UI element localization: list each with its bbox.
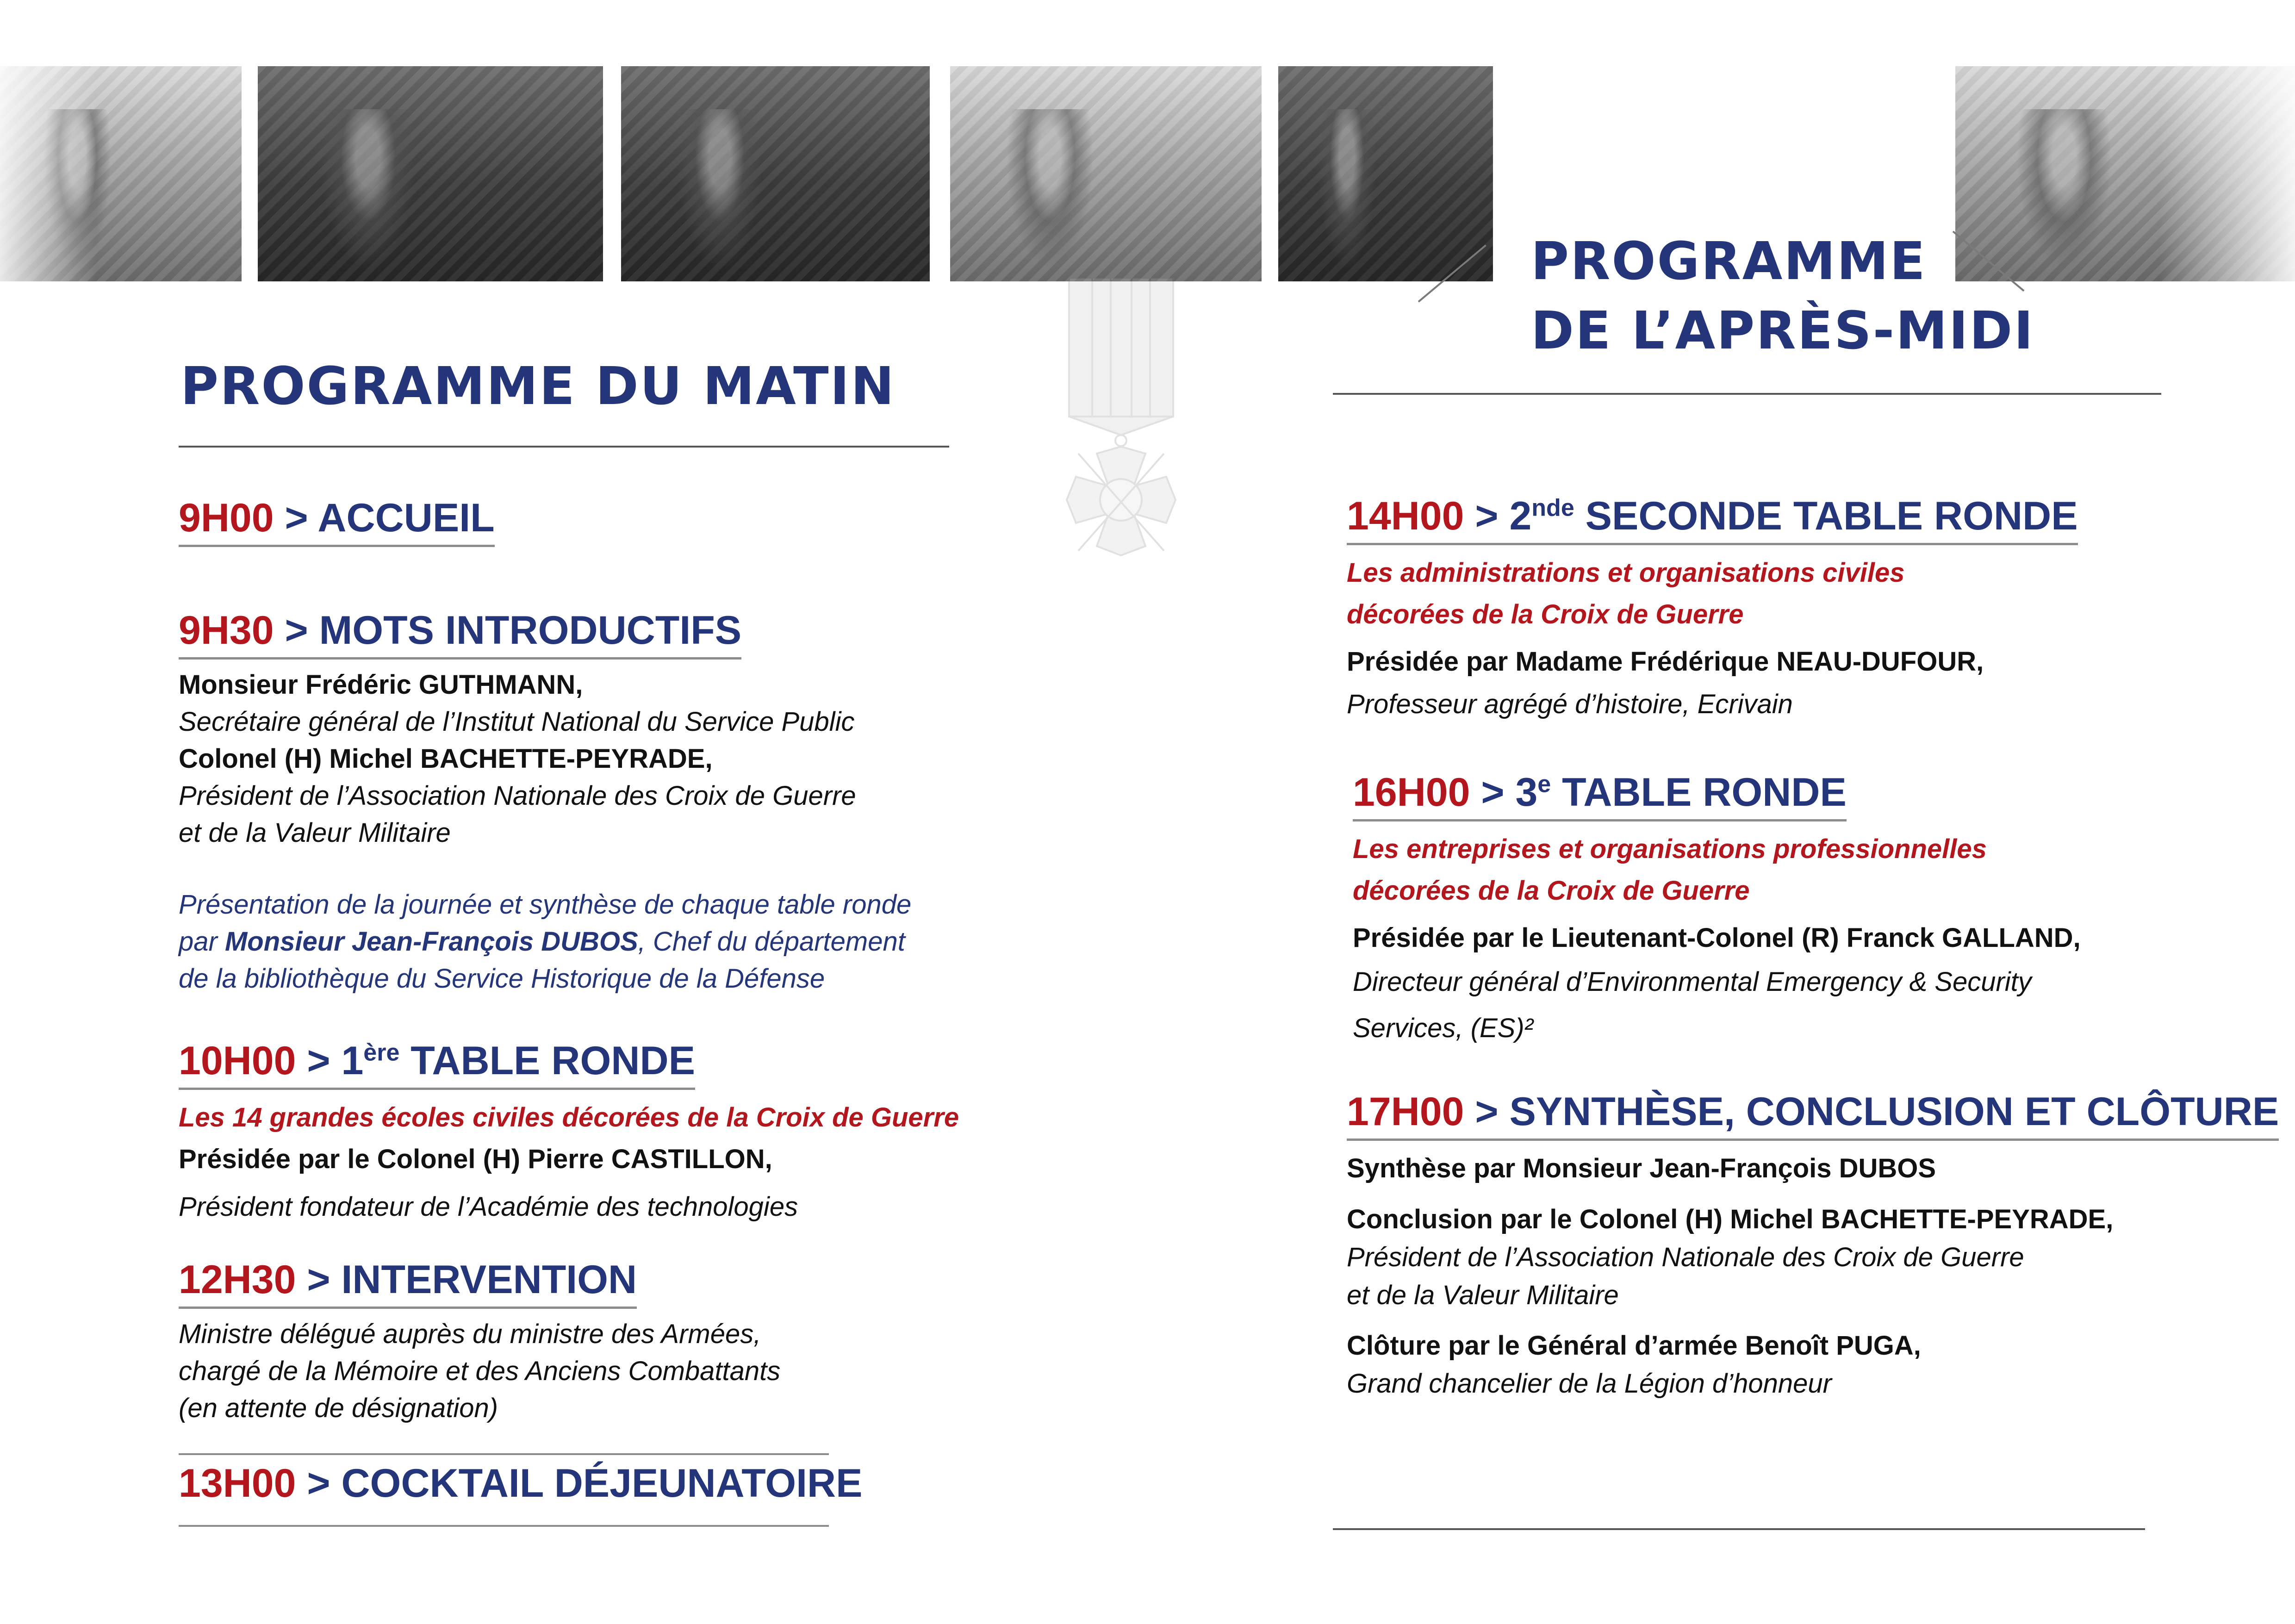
conclusion-role: et de la Valeur Militaire [1347, 1280, 1619, 1310]
chair-name: Présidée par le Lieutenant-Colonel (R) Franck GALLAND, [1353, 923, 2081, 953]
slot-heading: 14H00 > 2nde SECONDE TABLE RONDE [1347, 494, 2078, 545]
intervention-text: (en attente de désignation) [179, 1393, 498, 1423]
morning-slot-accueil [179, 496, 495, 547]
chair-role: Directeur général d’Environmental Emergency & Security [1353, 967, 2032, 997]
morning-slot-cocktail [179, 1462, 863, 1510]
cloture-name: Clôture par le Général d’armée Benoît PUGA, [1347, 1331, 1921, 1361]
intervention-text: chargé de la Mémoire et des Anciens Combattants [179, 1356, 781, 1386]
round-table-subtitle: Les administrations et organisations civiles [1347, 558, 1905, 588]
afternoon-title-line2: DE L’APRÈS-MIDI [1531, 301, 2035, 361]
conclusion-name: Conclusion par le Colonel (H) Michel BACHETTE-PEYRADE, [1347, 1204, 2114, 1234]
slot-heading: 9H00 > ACCUEIL [179, 496, 495, 547]
chair-role: Services, (ES)² [1353, 1013, 1533, 1043]
round-table-subtitle: Les 14 grandes écoles civiles décorées de la Croix de Guerre [179, 1102, 959, 1132]
intervention-text: Ministre délégué auprès du ministre des Armées, [179, 1319, 761, 1349]
afternoon-slot-cloture [1347, 1090, 2279, 1141]
round-table-subtitle: décorées de la Croix de Guerre [1347, 599, 1744, 629]
slot-heading: 9H30 > MOTS INTRODUCTIFS [179, 609, 741, 660]
slot-heading: 10H00 > 1ère TABLE RONDE [179, 1039, 695, 1090]
cocktail-top-rule [179, 1453, 829, 1455]
afternoon-title-rule [1333, 393, 2161, 395]
afternoon-bottom-rule [1333, 1528, 2145, 1530]
archive-photo-2 [258, 66, 603, 281]
archive-photo-4 [950, 66, 1262, 281]
slot-heading: 17H00 > SYNTHÈSE, CONCLUSION ET CLÔTURE [1347, 1090, 2279, 1141]
chair-role: Président fondateur de l’Académie des technologies [179, 1192, 798, 1222]
chair-name: Présidée par le Colonel (H) Pierre CASTILLON, [179, 1144, 772, 1174]
speaker-role: Secrétaire général de l’Institut National du Service Public [179, 707, 855, 737]
presentation-text: par Monsieur Jean-François DUBOS, Chef du département [179, 927, 905, 957]
cloture-role: Grand chancelier de la Légion d’honneur [1347, 1369, 1832, 1399]
slot-heading: $16H00 > 3^e$ TABLE RONDE [1353, 771, 1847, 821]
croix-de-guerre-medal-icon [1060, 278, 1254, 648]
presentation-text: Présentation de la journée et synthèse de chaque table ronde [179, 890, 912, 920]
archive-photo-6 [1955, 66, 2295, 281]
afternoon-slot-table-ronde-3 [1353, 771, 1847, 821]
morning-slot-mots-introductifs [179, 609, 741, 660]
archive-photo-5 [1278, 66, 1493, 281]
morning-programme-title: PROGRAMME DU MATIN [180, 356, 896, 417]
archive-photo-1 [0, 66, 242, 281]
chair-role: Professeur agrégé d’histoire, Ecrivain [1347, 689, 1793, 719]
slot-heading: 13H00 > COCKTAIL DÉJEUNATOIRE [179, 1461, 863, 1506]
speaker-role: et de la Valeur Militaire [179, 818, 451, 848]
synthese-line: Synthèse par Monsieur Jean-François DUBOS [1347, 1153, 1936, 1183]
chair-name: Présidée par Madame Frédérique NEAU-DUFOUR, [1347, 647, 1984, 677]
morning-slot-table-ronde-1 [179, 1039, 695, 1090]
presentation-text: de la bibliothèque du Service Historique de la Défense [179, 964, 825, 994]
morning-slot-intervention [179, 1258, 637, 1309]
cocktail-bottom-rule [179, 1525, 829, 1527]
slot-heading: 12H30 > INTERVENTION [179, 1258, 637, 1309]
round-table-subtitle: Les entreprises et organisations professionnelles [1353, 834, 1987, 864]
speaker-name: Colonel (H) Michel BACHETTE-PEYRADE, [179, 744, 713, 774]
round-table-subtitle: décorées de la Croix de Guerre [1353, 876, 1750, 906]
speaker-name: Monsieur Frédéric GUTHMANN, [179, 670, 583, 700]
afternoon-slot-table-ronde-2 [1347, 494, 2078, 545]
speaker-role: Président de l’Association Nationale des Croix de Guerre [179, 781, 856, 811]
conclusion-role: Président de l’Association Nationale des Croix de Guerre [1347, 1242, 2024, 1272]
archive-photo-3 [621, 66, 930, 281]
afternoon-title-line1: PROGRAMME [1531, 231, 1927, 292]
morning-title-rule [179, 446, 949, 448]
